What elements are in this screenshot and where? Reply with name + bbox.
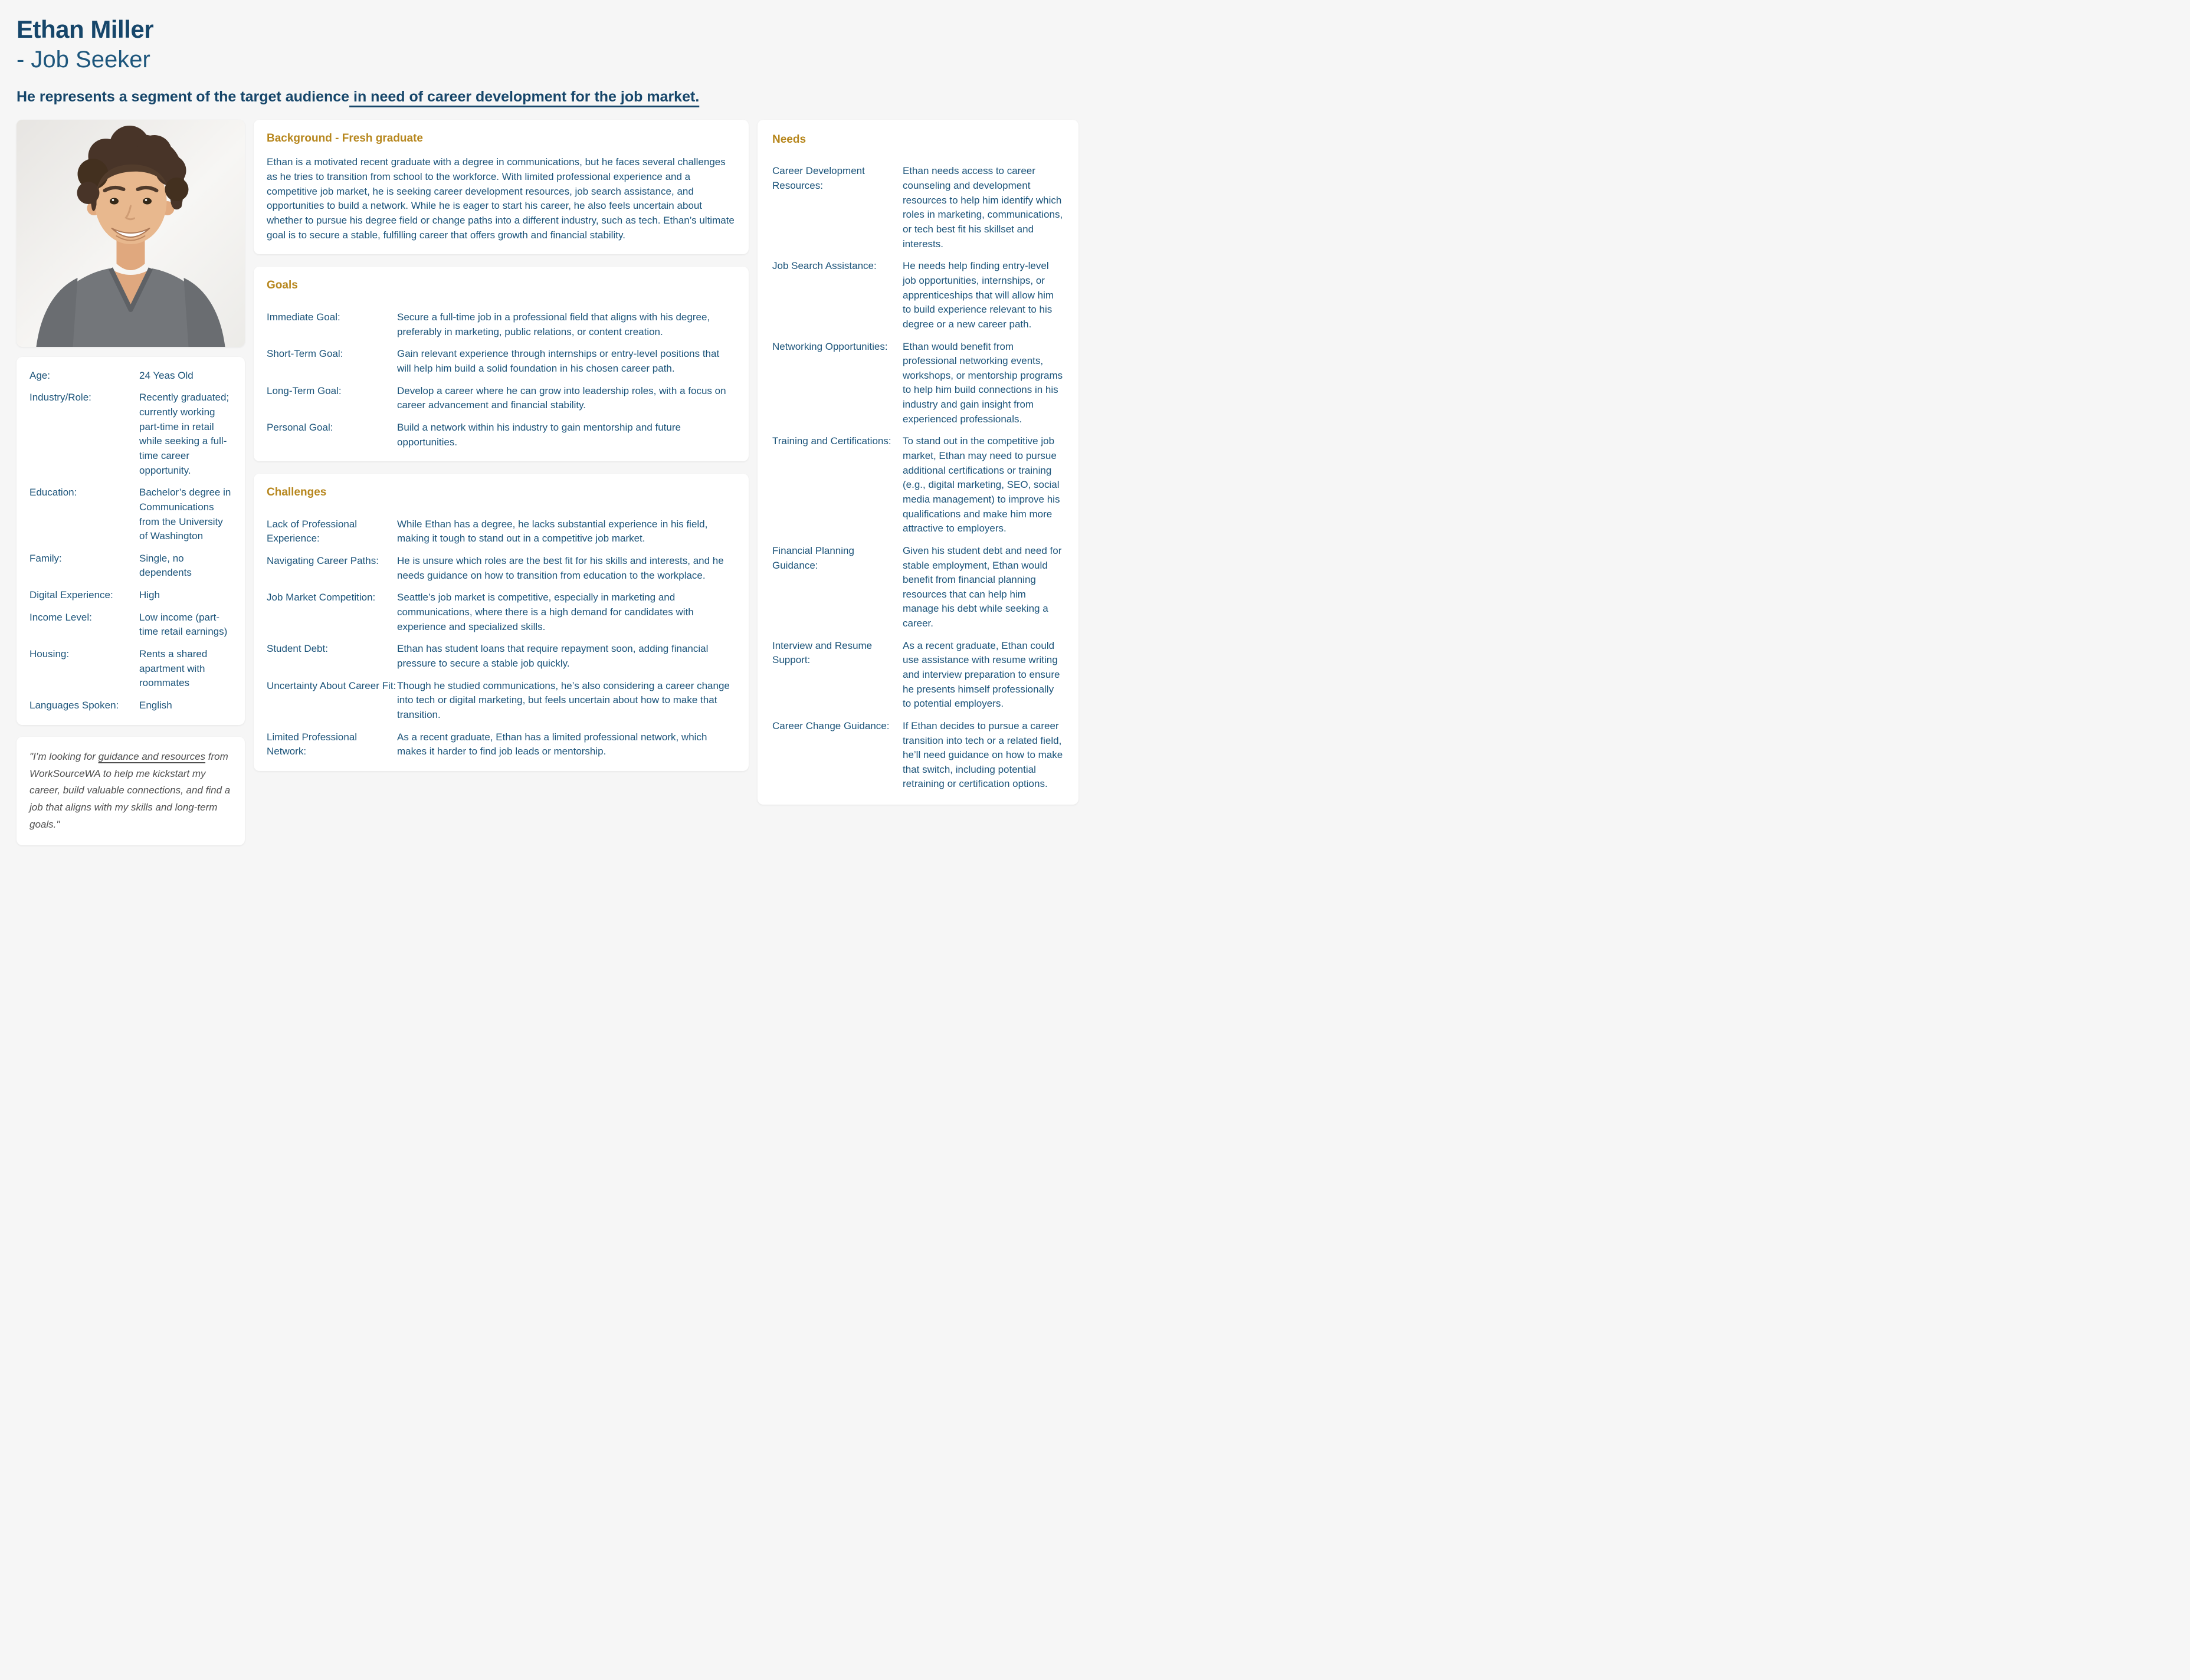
intro-underlined: in need of career development for the job market. (349, 88, 700, 106)
right-column (758, 120, 1078, 805)
need-row (772, 164, 1064, 251)
detail-label: Housing: (29, 648, 70, 660)
quote-card (17, 737, 245, 845)
background-body: Ethan is a motivated recent graduate with a degree in communications, but he faces several challenges as he tries to transition from school to the workforce. With limited professional experience and a competitive job market, he is seeking career development resources, job search assistance, and opportunities to build a network. While he is eager to start his career, he also feels uncertain about whether to pursue his degree field or change paths into a different industry, such as tech. Ethan’s ultimate goal is to secure a stable, fulfilling career that offers growth and financial stability. (267, 156, 735, 241)
detail-label: Industry/Role: (29, 392, 91, 403)
need-row (772, 340, 1064, 427)
needs-card (758, 120, 1078, 805)
persona-role: - Job Seeker (17, 47, 150, 73)
goal-label: Long-Term Goal: (267, 385, 342, 396)
persona-intro (17, 87, 1078, 107)
detail-value: Single, no dependents (139, 552, 192, 579)
challenge-value: Ethan has student loans that require repayment soon, adding financial pressure to secure a stable job quickly. (397, 643, 709, 669)
background-card (254, 120, 749, 255)
goal-value: Gain relevant experience through internships or entry-level positions that will help him build a solid foundation in his chosen career path. (397, 348, 720, 374)
need-label: Networking Opportunities: (772, 340, 888, 352)
need-row (772, 639, 1064, 711)
need-value: He needs help finding entry-level job opportunities, internships, or apprenticeships that will allow him to build experience relevant to his degree or a new career path. (903, 260, 1054, 330)
goal-value: Develop a career where he can grow into leadership roles, with a focus on career advancement and financial stability. (397, 385, 726, 411)
goal-label: Short-Term Goal: (267, 348, 343, 360)
goal-row (267, 421, 736, 449)
detail-row (29, 369, 232, 383)
challenge-row (267, 554, 736, 583)
challenge-value: Though he studied communications, he’s also considering a career change into tech or digital marketing, but feels uncertain about how to make that transition. (397, 680, 730, 720)
need-row (772, 434, 1064, 536)
need-row (772, 544, 1064, 631)
need-value: Ethan would benefit from professional networking events, workshops, or mentorship programs to help him build connections in his industry and gain insight from experienced professionals. (903, 340, 1063, 425)
quote-pre: "I’m looking for (29, 750, 99, 762)
challenge-row (267, 679, 736, 723)
middle-column (254, 120, 749, 771)
challenge-value: While Ethan has a degree, he lacks substantial experience in his field, making it tough to stand out in a competitive job market. (397, 518, 708, 544)
detail-value: Rents a shared apartment with roommates (139, 648, 208, 689)
detail-value: English (139, 699, 172, 711)
challenge-label: Navigating Career Paths: (267, 555, 379, 567)
detail-value: 24 Yeas Old (139, 369, 194, 381)
challenge-label: Student Debt: (267, 643, 328, 655)
page-header (17, 15, 1078, 107)
quote-underlined: guidance and resources (98, 750, 206, 762)
goals-title: Goals (267, 279, 298, 292)
challenge-label: Uncertainty About Career Fit: (267, 680, 396, 691)
need-row (772, 259, 1064, 332)
goal-row (267, 384, 736, 413)
detail-label: Income Level: (29, 611, 92, 623)
persona-photo (17, 120, 245, 347)
need-value: Given his student debt and need for stable employment, Ethan would benefit from financial planning resources that can help him manage his debt while seeking a career. (903, 544, 1062, 629)
need-row (772, 719, 1064, 792)
challenge-label: Limited Professional Network: (267, 731, 358, 757)
detail-row (29, 552, 232, 580)
goals-card (254, 267, 749, 461)
challenge-value: He is unsure which roles are the best fit for his skills and interests, and he needs guidance on how to transition from education to the workplace. (397, 555, 724, 581)
challenge-value: As a recent graduate, Ethan has a limited professional network, which makes it harder to find job leads or mentorship. (397, 731, 707, 757)
detail-row (29, 698, 232, 713)
challenges-title: Challenges (267, 486, 327, 499)
persona-name: Ethan Miller (17, 15, 154, 43)
detail-value: Low income (part-time retail earnings) (139, 611, 228, 638)
detail-row (29, 588, 232, 603)
challenge-row (267, 517, 736, 546)
challenge-label: Job Market Competition: (267, 592, 376, 603)
goal-label: Immediate Goal: (267, 311, 340, 323)
details-card (17, 357, 245, 725)
challenge-row (267, 730, 736, 759)
need-label: Career Change Guidance: (772, 720, 890, 731)
need-value: Ethan needs access to career counseling and development resources to help him identify which roles in marketing, communications, or tech best fit his skillset and interests. (903, 165, 1063, 250)
need-label: Job Search Assistance: (772, 260, 877, 272)
goal-row (267, 310, 736, 339)
need-value: As a recent graduate, Ethan could use assistance with resume writing and interview preparation to ensure he presents himself professionally to potential employers. (903, 639, 1060, 710)
detail-label: Family: (29, 552, 62, 564)
quote-text (29, 749, 232, 834)
goal-label: Personal Goal: (267, 421, 333, 433)
challenge-value: Seattle’s job market is competitive, especially in marketing and communications, where there is a high demand for candidates with experience and specialized skills. (397, 592, 694, 632)
goal-value: Secure a full-time job in a professional field that aligns with his degree, preferably in marketing, public relations, or content creation. (397, 311, 710, 337)
quote-post: from WorkSourceWA to help me kickstart my career, build valuable connections, and find a job that aligns with my skills and long-term goals." (29, 750, 231, 831)
detail-row (29, 485, 232, 544)
challenge-label: Lack of Professional Experience: (267, 518, 358, 544)
needs-title: Needs (772, 133, 807, 146)
detail-value: Recently graduated; currently working part-time in retail while seeking a full-time career opportunity. (139, 392, 230, 476)
detail-label: Education: (29, 487, 77, 498)
goal-row (267, 347, 736, 376)
goal-value: Build a network within his industry to gain mentorship and future opportunities. (397, 421, 681, 448)
need-value: To stand out in the competitive job market, Ethan may need to pursue additional certifications or training (e.g., digital marketing, SEO, social media management) to improve his qualifications and make him more attractive to employers. (903, 435, 1060, 534)
portrait-illustration (17, 120, 245, 347)
background-title: Background - Fresh graduate (267, 132, 423, 145)
challenge-row (267, 590, 736, 634)
detail-row (29, 611, 232, 639)
need-label: Financial Planning Guidance: (772, 544, 854, 571)
detail-row (29, 647, 232, 691)
need-label: Interview and Resume Support: (772, 639, 873, 666)
persona-grid (17, 120, 1078, 845)
detail-label: Age: (29, 369, 50, 381)
challenges-card (254, 474, 749, 771)
detail-value: High (139, 589, 160, 601)
detail-row (29, 391, 232, 478)
detail-value: Bachelor’s degree in Communications from the University of Washington (139, 487, 231, 542)
detail-label: Languages Spoken: (29, 699, 119, 711)
left-column (17, 120, 245, 845)
detail-label: Digital Experience: (29, 589, 113, 601)
intro-plain: He represents a segment of the target audience (17, 88, 350, 106)
need-label: Career Development Resources: (772, 165, 865, 192)
need-label: Training and Certifications: (772, 435, 891, 447)
need-value: If Ethan decides to pursue a career transition into tech or a related field, he’ll need guidance on how to make that switch, including potential retraining or certification options. (903, 720, 1063, 790)
challenge-row (267, 642, 736, 671)
